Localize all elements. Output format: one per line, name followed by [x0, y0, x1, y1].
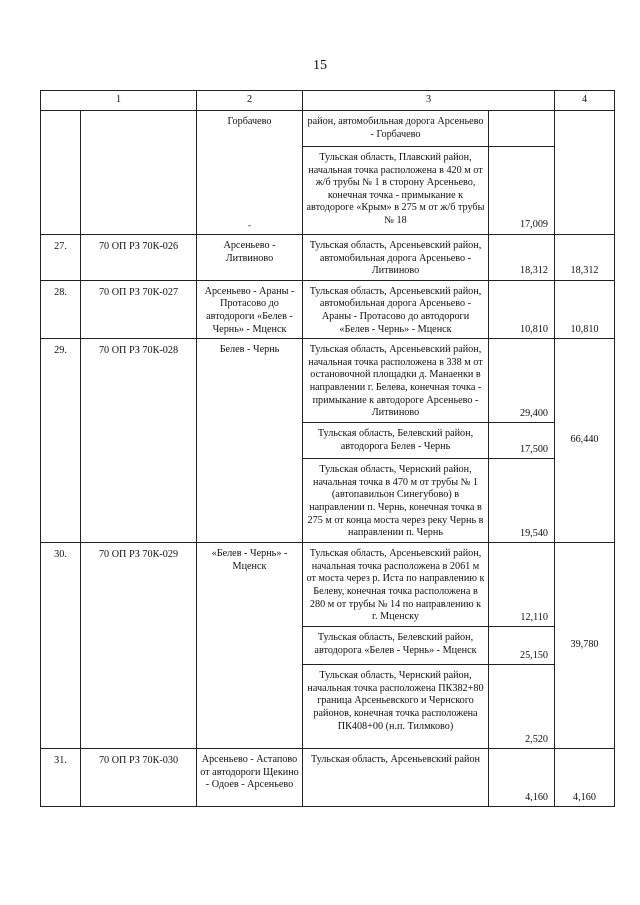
road-name: Арсеньево - Араны - Протасово до автодороги «Белев - Чернь» - Мценск [197, 280, 303, 338]
total-length: 39,780 [555, 543, 615, 749]
road-code: 70 ОП РЗ 70К-029 [81, 543, 197, 749]
segment-length: 17,500 [489, 423, 555, 459]
road-code: 70 ОП РЗ 70К-030 [81, 749, 197, 807]
total-length: 10,810 [555, 280, 615, 338]
total-length: 4,160 [555, 749, 615, 807]
segment-length: 29,400 [489, 339, 555, 423]
segment-description: район, автомобильная дорога Арсеньево - Горбачево [303, 111, 489, 147]
road-name: «Белев - Чернь» - Мценск [197, 543, 303, 749]
location-cell [197, 111, 303, 235]
road-code: 70 ОП РЗ 70К-028 [81, 339, 197, 543]
table-row [41, 280, 615, 338]
table-row [41, 111, 615, 147]
table-row [41, 749, 615, 807]
table-row [41, 339, 615, 423]
segment-description: Тульская область, Арсеньевский район [303, 749, 489, 807]
row-number: 28. [41, 280, 81, 338]
location-text: Горбачево [227, 116, 272, 127]
road-register-table [40, 90, 615, 807]
header-col-4: 4 [555, 91, 615, 111]
table-row [41, 543, 615, 627]
row-number: 29. [41, 339, 81, 543]
header-col-3: 3 [303, 91, 555, 111]
segment-length: 25,150 [489, 627, 555, 665]
road-name: Арсеньево - Литвиново [197, 235, 303, 281]
segment-length: 17,009 [489, 147, 555, 235]
segment-length [489, 111, 555, 147]
road-name: Арсеньево - Астапово от автодороги Щекино - Одоев - Арсеньево [197, 749, 303, 807]
segment-length: 19,540 [489, 459, 555, 543]
road-name: Белев - Чернь [197, 339, 303, 543]
row-number: 27. [41, 235, 81, 281]
table-row [41, 235, 615, 281]
header-col-2: 2 [197, 91, 303, 111]
road-code: 70 ОП РЗ 70К-026 [81, 235, 197, 281]
segment-description: Тульская область, Плавский район, начальная точка расположена в 420 м от ж/б трубы № 1 в сторону Арсеньево, конечная точка - примыкание к автодороге «Крым» в 275 м от ж/б трубы № 18 [303, 147, 489, 235]
header-row [41, 91, 615, 111]
segment-length: 10,810 [489, 280, 555, 338]
segment-description: Тульская область, Белевский район, автодорога «Белев - Чернь» - Мценск [303, 627, 489, 665]
road-code: 70 ОП РЗ 70К-027 [81, 280, 197, 338]
row-code-cell [81, 111, 197, 235]
segment-description: Тульская область, Арсеньевский район, автомобильная дорога Арсеньево - Литвиново [303, 235, 489, 281]
page-number: 15 [313, 58, 327, 73]
total-length: 18,312 [555, 235, 615, 281]
total-length [555, 111, 615, 235]
total-length: 66,440 [555, 339, 615, 543]
segment-description: Тульская область, Белевский район, автодорога Белев - Чернь [303, 423, 489, 459]
header-col-1: 1 [41, 91, 197, 111]
segment-length: 12,110 [489, 543, 555, 627]
segment-length: 18,312 [489, 235, 555, 281]
segment-length: 2,520 [489, 665, 555, 749]
location-mark: - [248, 220, 251, 231]
row-number: 30. [41, 543, 81, 749]
segment-description: Тульская область, Арсеньевский район, начальная точка расположена в 2061 м от моста через р. Иста по направлению к Белеву, конечная точка расположена в 280 м от трубы № 14 по направлению к г. Мценску [303, 543, 489, 627]
segment-description: Тульская область, Арсеньевский район, начальная точка расположена в 338 м от остановочной площадки д. Манаенки в направлении г. Белева, конечная точка - примыкание к автодороге Арсеньево - Литвиново [303, 339, 489, 423]
row-num-cell [41, 111, 81, 235]
segment-description: Тульская область, Чернский район, начальная точка расположена ПК382+80 граница Арсеньевского и Чернского районов, конечная точка расположена ПК408+00 (н.п. Тилмково) [303, 665, 489, 749]
row-number: 31. [41, 749, 81, 807]
segment-description: Тульская область, Арсеньевский район, автомобильная дорога Арсеньево - Араны - Протасово до автодороги «Белев - Чернь» - Мценск [303, 280, 489, 338]
segment-length: 4,160 [489, 749, 555, 807]
segment-description: Тульская область, Чернский район, начальная точка в 470 м от трубы № 1 (автопавильон Синегубово) в направлении п. Чернь, конечная точка в 275 м от конца моста через реку Чернь в направлении п. Чернь [303, 459, 489, 543]
